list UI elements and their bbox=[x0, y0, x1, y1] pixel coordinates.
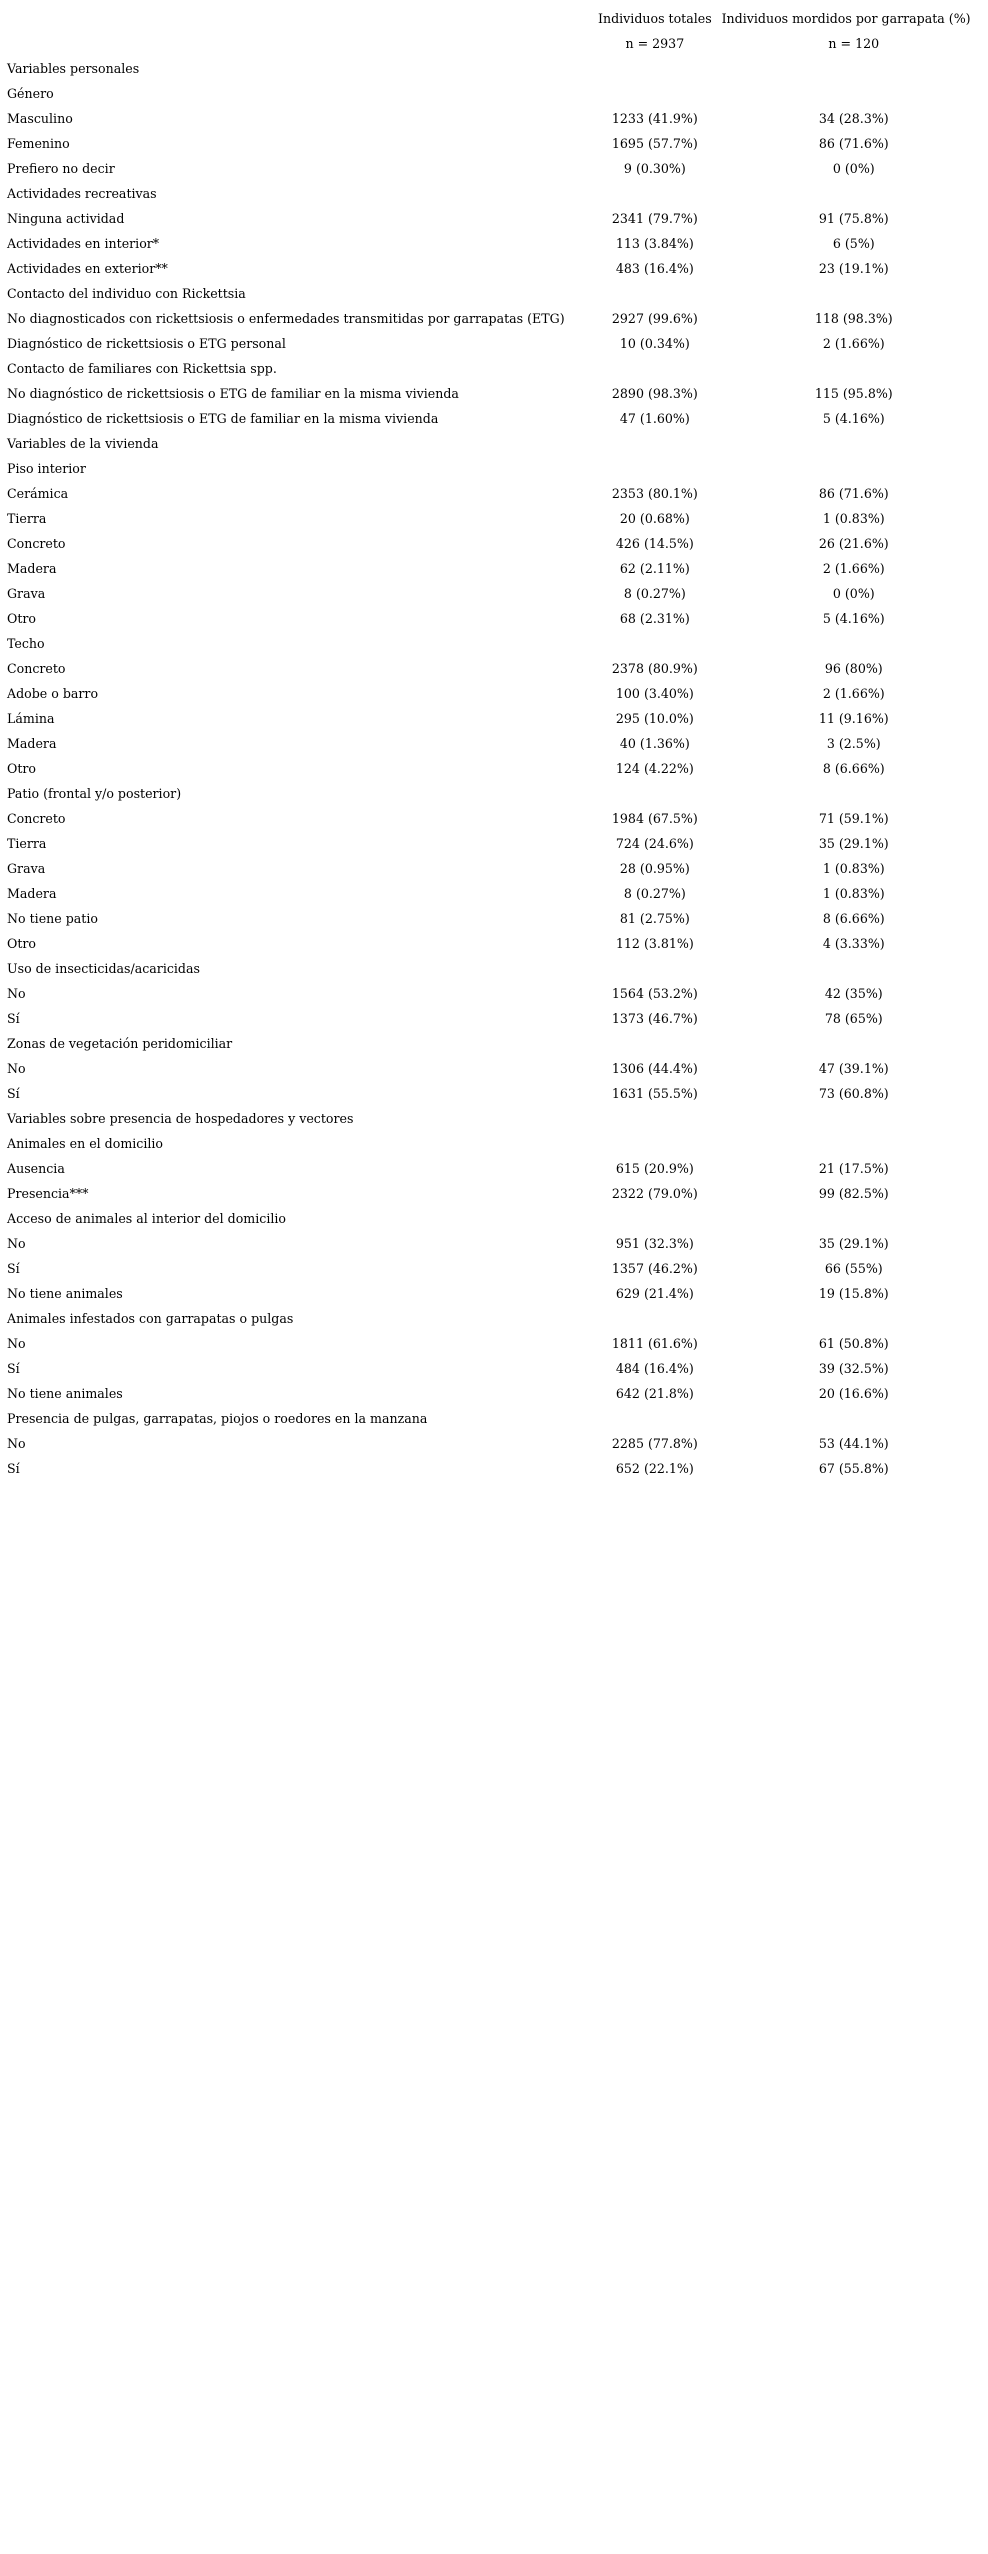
row-label-cell: Sí bbox=[7, 1261, 20, 1276]
row-label-cell: Lámina bbox=[7, 711, 55, 726]
row-label-cell: Tierra bbox=[7, 836, 47, 851]
table-row bbox=[7, 1006, 988, 1031]
row-total-cell: 2322 (79.0%) bbox=[611, 1186, 698, 1201]
row-bitten-cell bbox=[720, 181, 988, 206]
row-total-cell: 1357 (46.2%) bbox=[611, 1261, 698, 1276]
row-label-cell: Uso de insecticidas/acaricidas bbox=[7, 961, 200, 976]
table-row bbox=[7, 356, 988, 381]
row-bitten-cell bbox=[720, 281, 988, 306]
table-row bbox=[7, 1131, 988, 1156]
row-total-cell: 295 (10.0%) bbox=[615, 711, 694, 726]
row-label-cell: Diagnóstico de rickettsiosis o ETG de familiar en la misma vivienda bbox=[7, 411, 439, 426]
table-row bbox=[7, 606, 988, 631]
table-row bbox=[7, 106, 988, 131]
table-row bbox=[7, 981, 988, 1006]
row-total-cell: 483 (16.4%) bbox=[615, 261, 694, 276]
table-row bbox=[7, 331, 988, 356]
row-label-cell: Contacto del individuo con Rickettsia bbox=[7, 286, 246, 301]
table-row bbox=[7, 181, 988, 206]
row-total-cell: 68 (2.31%) bbox=[619, 611, 690, 626]
row-bitten-cell: 19 (15.8%) bbox=[818, 1286, 889, 1301]
row-total-cell: 81 (2.75%) bbox=[619, 911, 690, 926]
table-row bbox=[7, 1431, 988, 1456]
row-bitten-cell bbox=[720, 1031, 988, 1056]
row-bitten-cell bbox=[720, 56, 988, 81]
row-total-cell: 1373 (46.7%) bbox=[611, 1011, 698, 1026]
document-page bbox=[7, 6, 988, 1481]
row-bitten-cell: 1 (0.83%) bbox=[822, 886, 885, 901]
row-bitten-cell: 20 (16.6%) bbox=[818, 1386, 889, 1401]
row-bitten-cell: 42 (35%) bbox=[824, 986, 883, 1001]
table-row bbox=[7, 1406, 988, 1431]
row-bitten-cell: 61 (50.8%) bbox=[818, 1336, 889, 1351]
row-bitten-cell: 21 (17.5%) bbox=[818, 1161, 889, 1176]
row-bitten-cell bbox=[720, 631, 988, 656]
table-row bbox=[7, 781, 988, 806]
row-bitten-cell bbox=[720, 81, 988, 106]
row-label-cell: No tiene patio bbox=[7, 911, 98, 926]
table-row bbox=[7, 1106, 988, 1131]
row-total-cell bbox=[590, 281, 719, 306]
table-n-row bbox=[7, 31, 988, 56]
table-row bbox=[7, 231, 988, 256]
table-row bbox=[7, 206, 988, 231]
row-total-cell: 2341 (79.7%) bbox=[611, 211, 698, 226]
row-total-cell bbox=[590, 356, 719, 381]
row-label-cell: Madera bbox=[7, 561, 57, 576]
row-label-cell: No bbox=[7, 1336, 26, 1351]
table-row bbox=[7, 1356, 988, 1381]
row-bitten-cell: 2 (1.66%) bbox=[822, 336, 885, 351]
row-label-cell: Femenino bbox=[7, 136, 70, 151]
row-total-cell: 615 (20.9%) bbox=[615, 1161, 694, 1176]
row-total-cell: 10 (0.34%) bbox=[619, 336, 690, 351]
row-total-cell: 8 (0.27%) bbox=[623, 886, 686, 901]
table-row bbox=[7, 1056, 988, 1081]
table-row bbox=[7, 1156, 988, 1181]
row-bitten-cell bbox=[720, 356, 988, 381]
row-bitten-cell bbox=[720, 431, 988, 456]
row-label-cell: Ninguna actividad bbox=[7, 211, 125, 226]
row-total-cell bbox=[590, 1031, 719, 1056]
row-label-cell: Contacto de familiares con Rickettsia spp. bbox=[7, 361, 277, 376]
row-bitten-cell: 35 (29.1%) bbox=[818, 1236, 889, 1251]
row-label-cell: Techo bbox=[7, 636, 45, 651]
row-total-cell: 28 (0.95%) bbox=[619, 861, 690, 876]
table-row bbox=[7, 1306, 988, 1331]
row-label-cell: Diagnóstico de rickettsiosis o ETG personal bbox=[7, 336, 286, 351]
row-total-cell: 124 (4.22%) bbox=[615, 761, 694, 776]
row-bitten-cell bbox=[720, 956, 988, 981]
row-label-cell: Concreto bbox=[7, 536, 66, 551]
table-row bbox=[7, 681, 988, 706]
n-bitten-cell: n = 120 bbox=[828, 36, 880, 51]
table-row bbox=[7, 1206, 988, 1231]
table-row bbox=[7, 806, 988, 831]
row-total-cell bbox=[590, 781, 719, 806]
row-label-cell: Otro bbox=[7, 936, 36, 951]
row-label-cell: Actividades en exterior** bbox=[7, 261, 168, 276]
table-row bbox=[7, 531, 988, 556]
table-row bbox=[7, 931, 988, 956]
row-total-cell: 47 (1.60%) bbox=[619, 411, 690, 426]
row-bitten-cell: 8 (6.66%) bbox=[822, 761, 885, 776]
row-bitten-cell bbox=[720, 1131, 988, 1156]
row-label-cell: No diagnóstico de rickettsiosis o ETG de familiar en la misma vivienda bbox=[7, 386, 459, 401]
row-bitten-cell: 86 (71.6%) bbox=[818, 486, 889, 501]
row-total-cell bbox=[590, 56, 719, 81]
row-label-cell: No bbox=[7, 1436, 26, 1451]
row-bitten-cell: 1 (0.83%) bbox=[822, 861, 885, 876]
row-bitten-cell bbox=[720, 781, 988, 806]
row-bitten-cell: 35 (29.1%) bbox=[818, 836, 889, 851]
row-label-cell: Acceso de animales al interior del domicilio bbox=[7, 1211, 286, 1226]
table-row bbox=[7, 1031, 988, 1056]
row-bitten-cell: 23 (19.1%) bbox=[818, 261, 889, 276]
table-row bbox=[7, 1181, 988, 1206]
table-row bbox=[7, 131, 988, 156]
row-bitten-cell bbox=[720, 456, 988, 481]
row-label-cell: Animales infestados con garrapatas o pulgas bbox=[7, 1311, 294, 1326]
row-label-cell: Otro bbox=[7, 761, 36, 776]
table-row bbox=[7, 831, 988, 856]
row-label-cell: Ausencia bbox=[7, 1161, 65, 1176]
row-bitten-cell bbox=[720, 1306, 988, 1331]
table-row bbox=[7, 956, 988, 981]
table-row bbox=[7, 81, 988, 106]
table-row bbox=[7, 381, 988, 406]
row-label-cell: Sí bbox=[7, 1086, 20, 1101]
row-total-cell: 1631 (55.5%) bbox=[611, 1086, 698, 1101]
row-label-cell: No bbox=[7, 1061, 26, 1076]
row-bitten-cell: 2 (1.66%) bbox=[822, 561, 885, 576]
table-row bbox=[7, 1256, 988, 1281]
table-row bbox=[7, 1381, 988, 1406]
table-row bbox=[7, 756, 988, 781]
row-total-cell: 40 (1.36%) bbox=[619, 736, 690, 751]
header-bitten-individuals: Individuos mordidos por garrapata (%) bbox=[721, 11, 971, 26]
row-bitten-cell: 86 (71.6%) bbox=[818, 136, 889, 151]
row-bitten-cell bbox=[720, 1206, 988, 1231]
table-row bbox=[7, 906, 988, 931]
row-total-cell bbox=[590, 956, 719, 981]
row-label-cell: Otro bbox=[7, 611, 36, 626]
row-bitten-cell: 47 (39.1%) bbox=[818, 1061, 889, 1076]
row-total-cell: 8 (0.27%) bbox=[623, 586, 686, 601]
table-row bbox=[7, 656, 988, 681]
row-total-cell bbox=[590, 1106, 719, 1131]
row-total-cell: 62 (2.11%) bbox=[619, 561, 690, 576]
row-total-cell: 951 (32.3%) bbox=[615, 1236, 694, 1251]
row-bitten-cell: 91 (75.8%) bbox=[818, 211, 889, 226]
row-label-cell: Presencia de pulgas, garrapatas, piojos o roedores en la manzana bbox=[7, 1411, 428, 1426]
row-label-cell: No diagnosticados con rickettsiosis o enfermedades transmitidas por garrapatas (ETG) bbox=[7, 311, 565, 326]
row-label-cell: Actividades en interior* bbox=[7, 236, 160, 251]
row-label-cell: Tierra bbox=[7, 511, 47, 526]
row-total-cell bbox=[590, 81, 719, 106]
row-total-cell: 2285 (77.8%) bbox=[611, 1436, 698, 1451]
table-row bbox=[7, 581, 988, 606]
row-label-cell: No bbox=[7, 986, 26, 1001]
row-total-cell: 2890 (98.3%) bbox=[611, 386, 698, 401]
row-bitten-cell: 67 (55.8%) bbox=[818, 1461, 889, 1476]
row-total-cell: 652 (22.1%) bbox=[615, 1461, 694, 1476]
table-row bbox=[7, 406, 988, 431]
table-row bbox=[7, 506, 988, 531]
row-bitten-cell: 78 (65%) bbox=[824, 1011, 883, 1026]
row-total-cell bbox=[590, 1131, 719, 1156]
table-row bbox=[7, 1281, 988, 1306]
row-bitten-cell: 39 (32.5%) bbox=[818, 1361, 889, 1376]
table-row bbox=[7, 881, 988, 906]
row-label-cell: Sí bbox=[7, 1361, 20, 1376]
row-bitten-cell: 118 (98.3%) bbox=[814, 311, 893, 326]
header-label-cell bbox=[7, 6, 590, 31]
table-row bbox=[7, 1331, 988, 1356]
row-label-cell: Zonas de vegetación peridomiciliar bbox=[7, 1036, 233, 1051]
row-bitten-cell: 26 (21.6%) bbox=[818, 536, 889, 551]
row-label-cell: No bbox=[7, 1236, 26, 1251]
row-bitten-cell: 66 (55%) bbox=[824, 1261, 883, 1276]
row-label-cell: Género bbox=[7, 86, 54, 101]
n-total-cell: n = 2937 bbox=[625, 36, 685, 51]
row-total-cell: 426 (14.5%) bbox=[615, 536, 694, 551]
row-bitten-cell: 5 (4.16%) bbox=[822, 411, 885, 426]
row-total-cell: 100 (3.40%) bbox=[615, 686, 694, 701]
table-row bbox=[7, 56, 988, 81]
row-label-cell: Concreto bbox=[7, 661, 66, 676]
table-header-row bbox=[7, 6, 988, 31]
row-label-cell: Animales en el domicilio bbox=[7, 1136, 164, 1151]
row-label-cell: Cerámica bbox=[7, 486, 69, 501]
row-total-cell bbox=[590, 456, 719, 481]
row-total-cell: 112 (3.81%) bbox=[615, 936, 694, 951]
row-bitten-cell: 0 (0%) bbox=[832, 586, 875, 601]
row-bitten-cell: 1 (0.83%) bbox=[822, 511, 885, 526]
table-row bbox=[7, 1081, 988, 1106]
data-table bbox=[7, 6, 988, 1481]
row-bitten-cell bbox=[720, 1106, 988, 1131]
row-bitten-cell: 2 (1.66%) bbox=[822, 686, 885, 701]
row-label-cell: Variables de la vivienda bbox=[7, 436, 159, 451]
row-label-cell: Grava bbox=[7, 586, 46, 601]
row-bitten-cell: 6 (5%) bbox=[832, 236, 875, 251]
row-label-cell: Variables sobre presencia de hospedadores y vectores bbox=[7, 1111, 354, 1126]
table-row bbox=[7, 156, 988, 181]
row-label-cell: Madera bbox=[7, 886, 57, 901]
row-bitten-cell: 71 (59.1%) bbox=[818, 811, 889, 826]
row-total-cell: 1695 (57.7%) bbox=[611, 136, 698, 151]
table-row bbox=[7, 1231, 988, 1256]
n-label-cell bbox=[7, 31, 590, 56]
row-bitten-cell: 8 (6.66%) bbox=[822, 911, 885, 926]
header-total-individuals: Individuos totales bbox=[598, 11, 712, 26]
table-row bbox=[7, 456, 988, 481]
table-row bbox=[7, 731, 988, 756]
row-total-cell: 2353 (80.1%) bbox=[611, 486, 698, 501]
row-label-cell: Concreto bbox=[7, 811, 66, 826]
table-row bbox=[7, 556, 988, 581]
table-row bbox=[7, 856, 988, 881]
row-label-cell: Madera bbox=[7, 736, 57, 751]
row-bitten-cell: 53 (44.1%) bbox=[818, 1436, 889, 1451]
row-label-cell: Adobe o barro bbox=[7, 686, 99, 701]
row-total-cell: 2378 (80.9%) bbox=[611, 661, 698, 676]
table-row bbox=[7, 306, 988, 331]
row-total-cell: 642 (21.8%) bbox=[615, 1386, 694, 1401]
row-total-cell: 20 (0.68%) bbox=[619, 511, 690, 526]
row-total-cell bbox=[590, 1206, 719, 1231]
row-total-cell bbox=[590, 1306, 719, 1331]
row-bitten-cell: 3 (2.5%) bbox=[826, 736, 881, 751]
row-bitten-cell: 115 (95.8%) bbox=[814, 386, 893, 401]
table-body bbox=[7, 56, 988, 1481]
row-bitten-cell: 73 (60.8%) bbox=[818, 1086, 889, 1101]
row-label-cell: Masculino bbox=[7, 111, 73, 126]
row-bitten-cell: 96 (80%) bbox=[824, 661, 883, 676]
table-row bbox=[7, 431, 988, 456]
row-label-cell: Prefiero no decir bbox=[7, 161, 115, 176]
row-total-cell bbox=[590, 181, 719, 206]
row-total-cell: 1233 (41.9%) bbox=[611, 111, 698, 126]
row-total-cell bbox=[590, 1406, 719, 1431]
row-bitten-cell bbox=[720, 1406, 988, 1431]
row-total-cell: 1564 (53.2%) bbox=[611, 986, 698, 1001]
row-total-cell: 1984 (67.5%) bbox=[611, 811, 698, 826]
row-bitten-cell: 0 (0%) bbox=[832, 161, 875, 176]
table-row bbox=[7, 256, 988, 281]
row-label-cell: Presencia*** bbox=[7, 1186, 89, 1201]
row-label-cell: Actividades recreativas bbox=[7, 186, 157, 201]
row-label-cell: No tiene animales bbox=[7, 1386, 123, 1401]
row-bitten-cell: 5 (4.16%) bbox=[822, 611, 885, 626]
row-total-cell: 9 (0.30%) bbox=[623, 161, 686, 176]
row-bitten-cell: 99 (82.5%) bbox=[818, 1186, 889, 1201]
row-total-cell bbox=[590, 631, 719, 656]
row-label-cell: No tiene animales bbox=[7, 1286, 123, 1301]
table-row bbox=[7, 631, 988, 656]
row-bitten-cell: 11 (9.16%) bbox=[818, 711, 889, 726]
row-label-cell: Grava bbox=[7, 861, 46, 876]
row-total-cell: 1811 (61.6%) bbox=[611, 1336, 698, 1351]
row-bitten-cell: 34 (28.3%) bbox=[818, 111, 889, 126]
row-label-cell: Patio (frontal y/o posterior) bbox=[7, 786, 182, 801]
row-label-cell: Sí bbox=[7, 1461, 20, 1476]
row-label-cell: Sí bbox=[7, 1011, 20, 1026]
table-row bbox=[7, 281, 988, 306]
row-total-cell: 724 (24.6%) bbox=[615, 836, 694, 851]
row-total-cell: 484 (16.4%) bbox=[615, 1361, 694, 1376]
row-total-cell: 1306 (44.4%) bbox=[611, 1061, 698, 1076]
row-total-cell: 629 (21.4%) bbox=[615, 1286, 694, 1301]
row-label-cell: Variables personales bbox=[7, 61, 140, 76]
table-row bbox=[7, 481, 988, 506]
row-total-cell: 2927 (99.6%) bbox=[611, 311, 698, 326]
table-row bbox=[7, 1456, 988, 1481]
table-row bbox=[7, 706, 988, 731]
row-label-cell: Piso interior bbox=[7, 461, 86, 476]
row-total-cell bbox=[590, 431, 719, 456]
row-bitten-cell: 4 (3.33%) bbox=[822, 936, 885, 951]
row-total-cell: 113 (3.84%) bbox=[615, 236, 694, 251]
